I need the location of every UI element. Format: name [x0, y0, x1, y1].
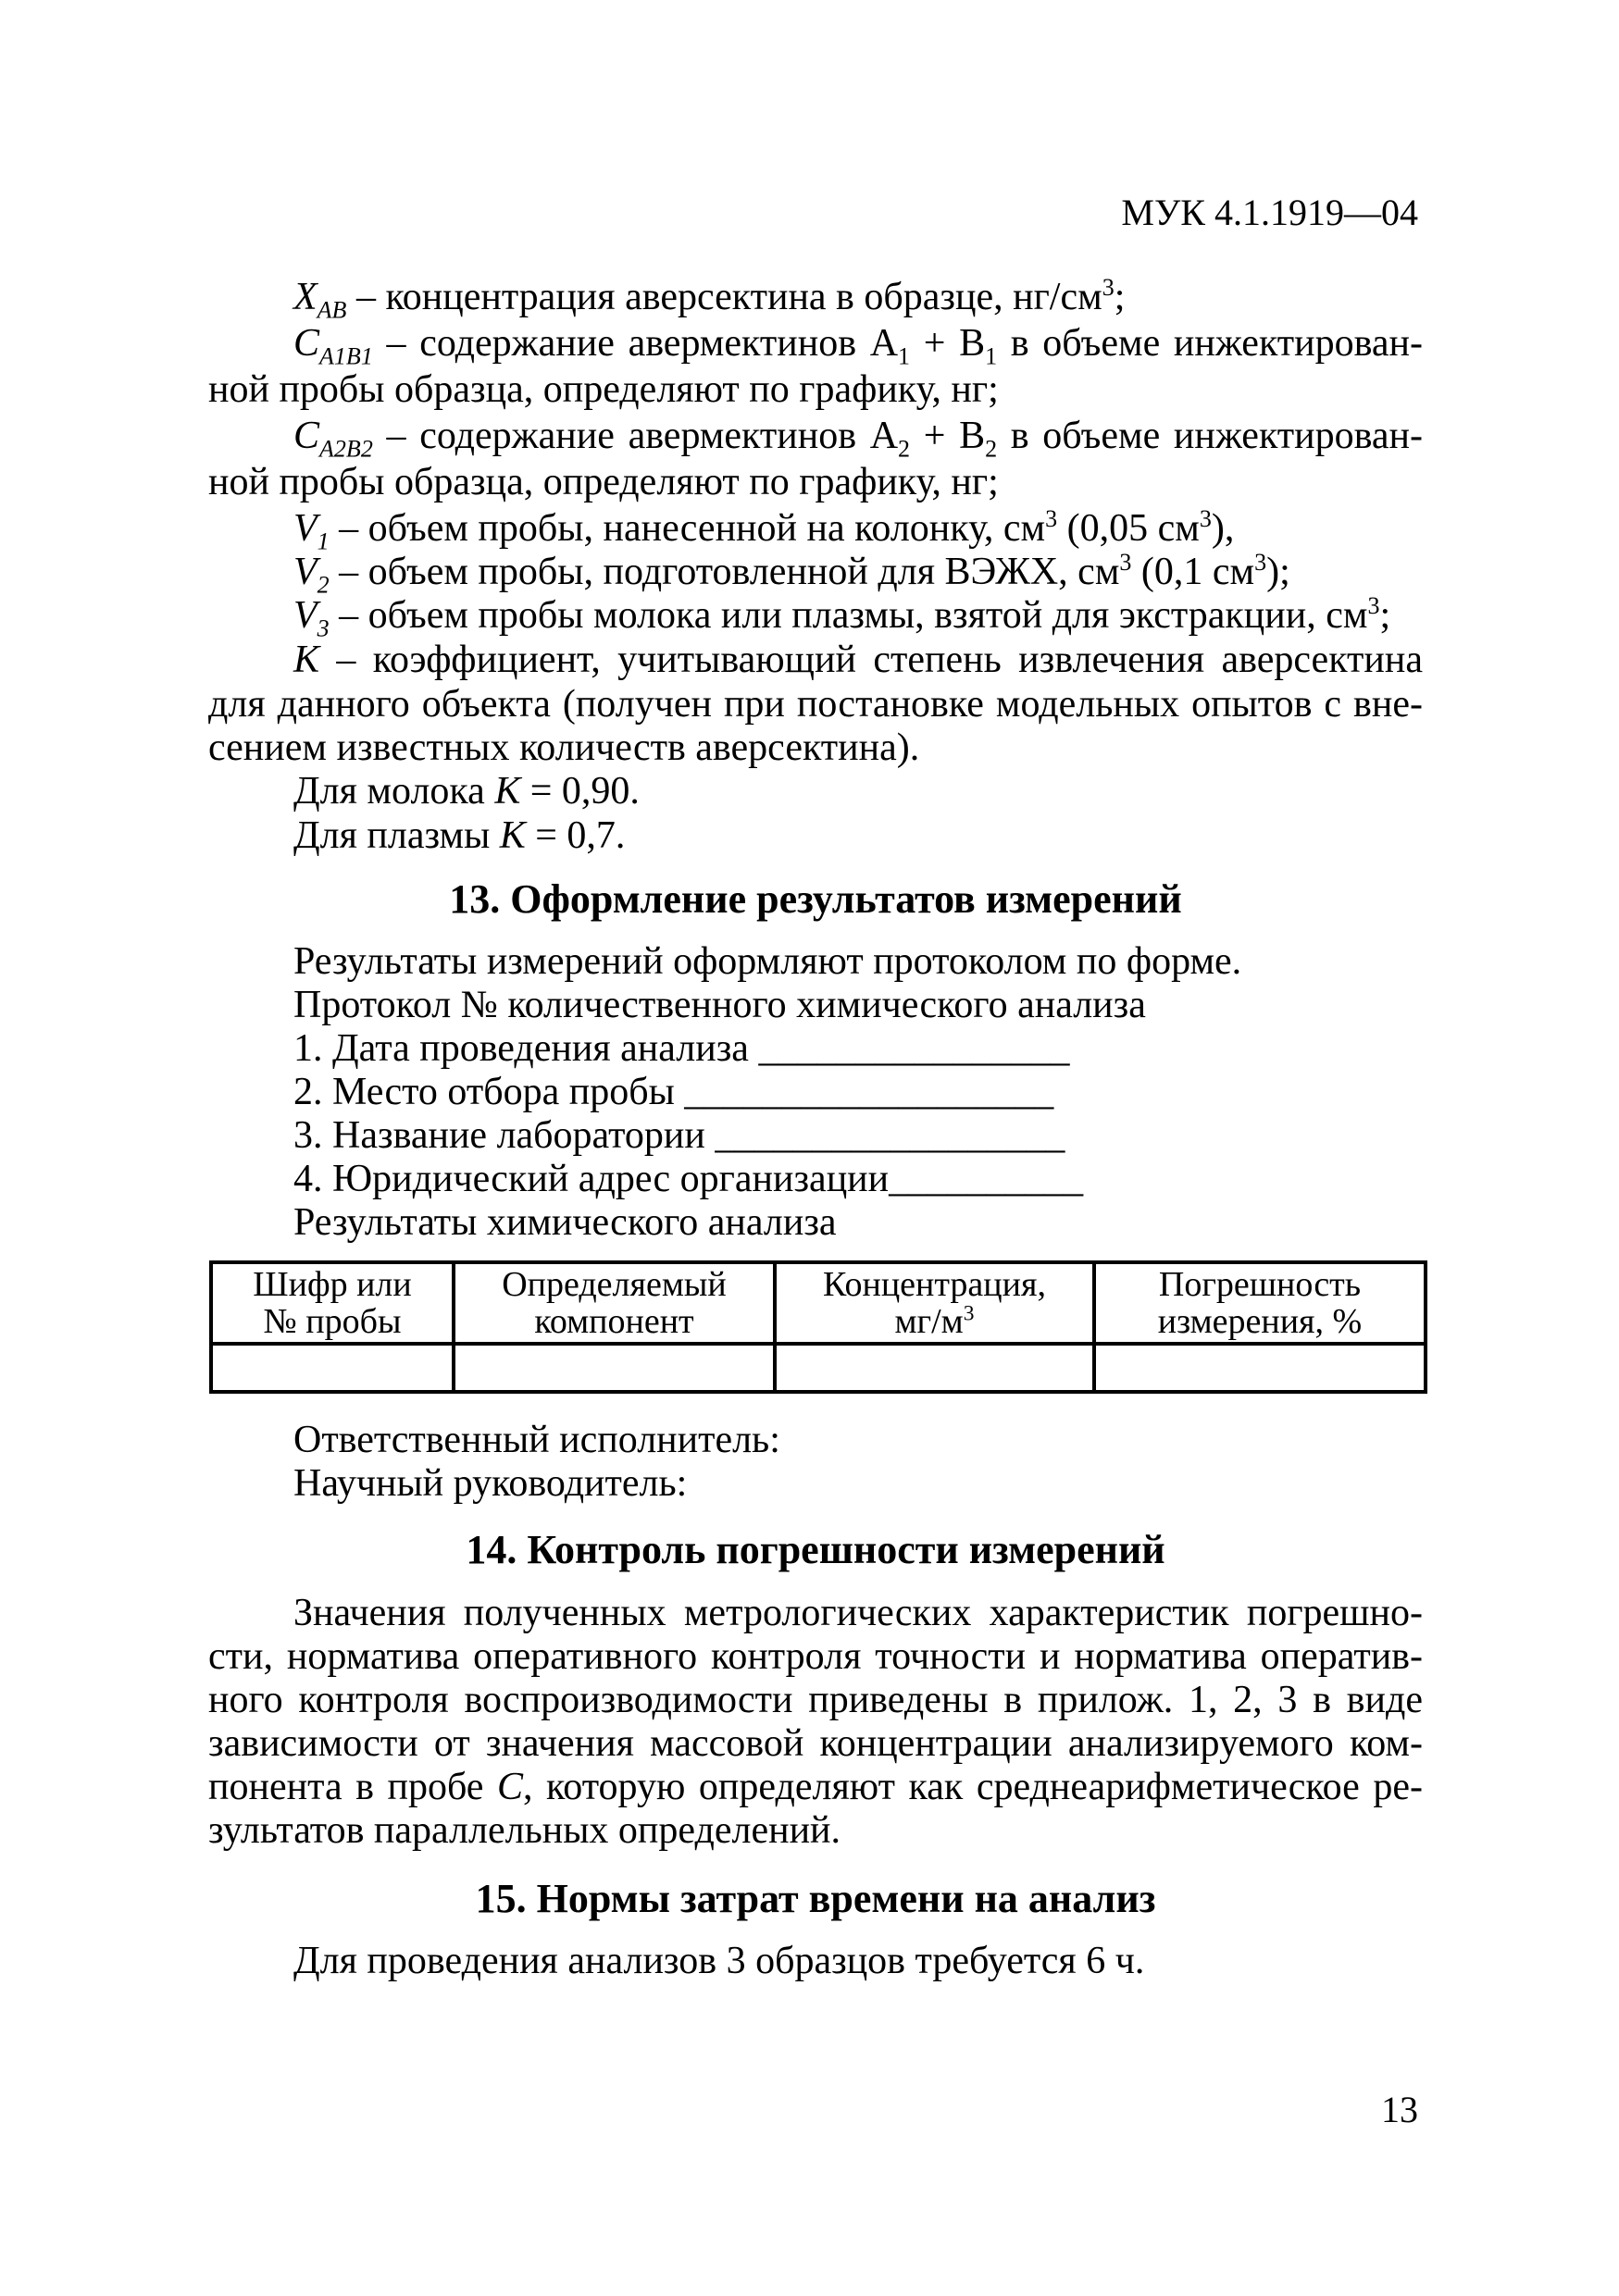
- milk-coefficient: Для молока К = 0,90.: [293, 770, 640, 813]
- definition-k-line-1: К – коэффициент, учитывающий степень извлечения аверсектина: [293, 639, 1423, 681]
- plasma-coefficient: Для плазмы К = 0,7.: [293, 814, 626, 857]
- section-14-line: зависимости от значения массовой концентрации анализируемого ком-: [208, 1722, 1423, 1765]
- table-cell: [1094, 1344, 1426, 1392]
- definition-k-line-2: для данного объекта (получен при постановке модельных опытов с вне-: [208, 683, 1423, 726]
- protocol-title: Протокол № количественного химического анализа: [293, 984, 1146, 1026]
- protocol-item: 4. Юридический адрес организации__________: [293, 1158, 1084, 1200]
- section-15-text: Для проведения анализов 3 образцов требуется 6 ч.: [293, 1940, 1145, 1982]
- definition-x-ab: $X_{AB}$ – концентрация аверсектина в образце, $нг/см^3$;: [293, 274, 1126, 324]
- results-caption: Результаты химического анализа: [293, 1201, 837, 1244]
- definition-v2: $V_2$ – объем пробы, подготовленной для ВЭЖХ, $см^3$ (0,1 $см^3$);: [293, 549, 1290, 599]
- definition-c-a1b1-cont: ной пробы образца, определяют по графику, нг;: [208, 368, 999, 411]
- table-row: [211, 1344, 1426, 1392]
- section-14-line: Значения полученных метрологических характеристик погрешно-: [293, 1592, 1423, 1634]
- definition-c-a2b2-cont: ной пробы образца, определяют по графику, нг;: [208, 461, 999, 503]
- responsible-executor: Ответственный исполнитель:: [293, 1419, 780, 1461]
- table-header-cell: Погрешность измерения, %: [1094, 1262, 1426, 1344]
- table-header-cell: Концентрация, $мг/м^3$: [775, 1262, 1094, 1344]
- definition-k-line-3: сением известных количеств аверсектина).: [208, 726, 920, 769]
- section-13-heading: 13. Оформление результатов измерений: [449, 876, 1182, 922]
- results-table: [209, 1260, 1427, 1394]
- protocol-item: 3. Название лаборатории __________________: [293, 1114, 1065, 1157]
- table-header-cell: Шифр или № пробы: [211, 1262, 454, 1344]
- scientific-supervisor: Научный руководитель:: [293, 1462, 688, 1505]
- definition-v3: $V_3$ – объем пробы молока или плазмы, взятой для экстракции, $см^3$;: [293, 592, 1391, 642]
- section-14-line: зультатов параллельных определений.: [208, 1809, 841, 1852]
- section-14-line: понента в пробе С, которую определяют как среднеарифметическое ре-: [208, 1766, 1423, 1808]
- table-header-row: [211, 1262, 1426, 1344]
- definition-v1: $V_1$ – объем пробы, нанесенной на колонку, $см^3$ (0,05 $см^3$),: [293, 505, 1235, 555]
- section-14-line: сти, норматива оперативного контроля точности и норматива оператив-: [208, 1635, 1423, 1678]
- section-14-line: ного контроля воспроизводимости приведены в прилож. 1, 2, 3 в виде: [208, 1679, 1423, 1721]
- definition-c-a1b1: $C_{A1B1}$ – содержание авермектинов $А_1 + B_1$ в объеме инжектирован-: [293, 322, 1424, 370]
- protocol-item: 2. Место отбора пробы ___________________: [293, 1071, 1054, 1113]
- table-cell: [775, 1344, 1094, 1392]
- table-cell: [211, 1344, 454, 1392]
- table-cell: [454, 1344, 775, 1392]
- section-14-heading: 14. Контроль погрешности измерений: [466, 1527, 1165, 1572]
- section-13-intro: Результаты измерений оформляют протоколом по форме.: [293, 940, 1242, 983]
- definition-c-a2b2: $C_{A2B2}$ – содержание авермектинов $А_2 + B_2$ в объеме инжектирован-: [293, 415, 1424, 463]
- protocol-item: 1. Дата проведения анализа ________________: [293, 1027, 1070, 1070]
- page-number: 13: [1381, 2089, 1418, 2130]
- section-15-heading: 15. Нормы затрат времени на анализ: [475, 1876, 1156, 1921]
- document-header: МУК 4.1.1919—04: [1121, 192, 1418, 233]
- table-header-cell: Определяемый компонент: [454, 1262, 775, 1344]
